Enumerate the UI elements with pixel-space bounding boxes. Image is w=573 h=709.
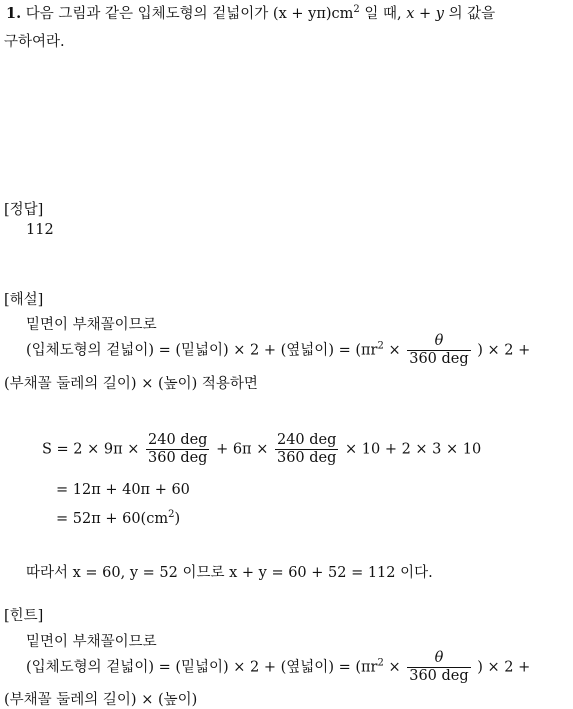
calc1-fraction-1 (146, 432, 209, 467)
fraction-denominator: 360 deg (409, 351, 469, 367)
calc1-fraction-2-den: 360 deg (276, 450, 337, 466)
problem-expr: (x + yπ)cm (272, 6, 354, 22)
hint-fraction (407, 650, 470, 685)
problem-expr2: x + y (406, 6, 444, 22)
calc1-fraction-2 (275, 432, 338, 467)
hint-header: [힌트] (4, 608, 44, 624)
calc3-text: = 52π + 60(cm (56, 511, 169, 527)
explanation-line-1: 밑면이 부채꼴이므로 (26, 317, 157, 333)
problem-line-1 (6, 2, 495, 23)
hint-line-1: 밑면이 부채꼴이므로 (26, 634, 157, 650)
explanation-formula-times: × (388, 342, 401, 359)
problem-text-mid: 일 때, (364, 6, 402, 22)
problem-number: 1. (6, 5, 22, 22)
hint-formula-a-text: (입체도형의 겉넓이) = (밑넓이) × 2 + (옆넓이) = (πr (26, 659, 378, 676)
problem-text-post: 의 값을 (448, 6, 496, 22)
hint-formula-a-exp: 2 (377, 657, 384, 669)
fraction-numerator: θ (407, 333, 470, 351)
explanation-header: [해설] (4, 292, 44, 308)
answer-header: [정답] (4, 202, 44, 218)
problem-expr-exp: 2 (353, 4, 360, 16)
calc3-end: ) (174, 511, 181, 527)
calc1-fraction-1-num: 240 deg (148, 432, 208, 448)
explanation-conclusion: 따라서 x = 60, y = 52 이므로 x + y = 60 + 52 = 112 이다. (26, 565, 433, 581)
problem-line-2: 구하여라. (4, 34, 65, 50)
hint-formula-a-end: ) × 2 + (477, 659, 531, 676)
hint-formula-a (26, 650, 530, 685)
hint-formula-b: (부채꼴 둘레의 길이) × (높이) (4, 692, 198, 708)
calc1-fraction-2-num: 240 deg (276, 432, 337, 448)
explanation-formula-a-end: ) × 2 + (477, 342, 531, 359)
hint-fraction-numerator: θ (407, 650, 470, 668)
problem-text-pre: 다음 그림과 같은 입체도형의 겉넓이가 (25, 6, 269, 22)
explanation-fraction (407, 333, 470, 368)
explanation-formula-a-exp: 2 (377, 340, 384, 352)
calc1-part-a: S = 2 × 9π × (42, 441, 140, 458)
hint-fraction-denominator: 360 deg (409, 668, 469, 684)
explanation-formula-a-text: (입체도형의 겉넓이) = (밑넓이) × 2 + (옆넓이) = (πr (26, 342, 378, 359)
explanation-formula-a (26, 333, 530, 368)
calc1-fraction-1-den: 360 deg (148, 450, 208, 466)
explanation-formula-b: (부채꼴 둘레의 길이) × (높이) 적용하면 (4, 376, 258, 392)
answer-value: 112 (26, 222, 54, 238)
hint-formula-times: × (388, 659, 401, 676)
calc-line-3 (56, 511, 180, 527)
calc-line-1 (42, 432, 481, 467)
calc1-part-b: + 6π × (216, 441, 269, 458)
calc-line-2: = 12π + 40π + 60 (56, 482, 190, 498)
calc3-exp: 2 (168, 509, 175, 521)
calc1-part-c: × 10 + 2 × 3 × 10 (345, 441, 482, 458)
